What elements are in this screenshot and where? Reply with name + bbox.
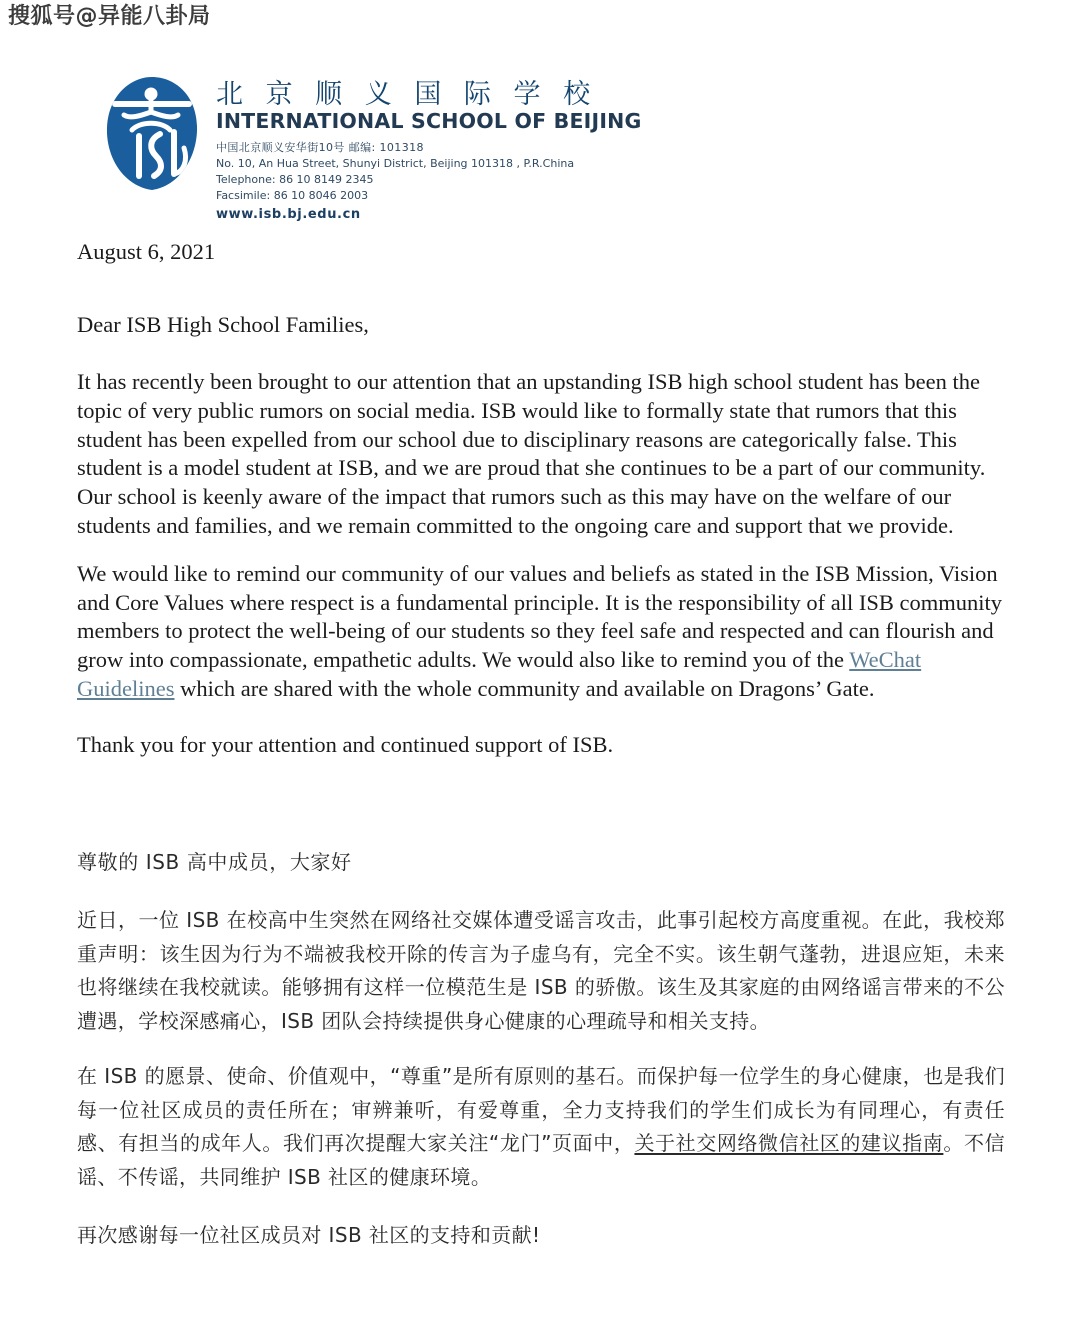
letterhead-text-block [216, 74, 642, 225]
chinese-paragraph-2-before-link: 在 ISB 的愿景、使命、价值观中，“尊重”是所有原则的基石。而保护每一位学生的身心健康，也是我们每一位社区成员的责任所在；审辨兼听，有爱尊重，全力支持我们的学生们成长为有同理心，有责任感、有担当的成年人。我们再次提醒大家关注“龙门”页面中， [77, 1064, 1005, 1155]
wechat-guidelines-link[interactable]: WeChat Guidelines [77, 647, 922, 701]
facsimile-line: Facsimile: 86 10 8046 2003 [216, 188, 369, 202]
website-line: www.isb.bj.edu.cn [216, 206, 361, 222]
letterhead [104, 74, 642, 225]
school-name-chinese: 北 京 顺 义 国 际 学 校 [216, 79, 598, 110]
chinese-letter-body [77, 848, 1005, 1250]
letter-paragraph-1: It has recently been brought to our attention that an upstanding ISB high school student has been the topic of very public rumors on social media. ISB would like to formally state that rumors that this student has been expelled from our school due to disciplinary reasons are categorically false. This student is a model student at ISB, and we are proud that she continues to be a part of our community. Our school is keenly aware of the impact that rumors such as this may have on the welfare of our students and families, and we remain committed to the ongoing care and support that we provide. [77, 369, 986, 538]
english-letter-body [77, 238, 1005, 760]
chinese-closing: 再次感谢每一位社区成员对 ISB 社区的支持和贡献! [77, 1223, 541, 1247]
address-english: No. 10, An Hua Street, Shunyi District, Beijing 101318 , P.R.China [216, 156, 575, 170]
letter-salutation: Dear ISB High School Families, [77, 312, 369, 337]
letter-closing: Thank you for your attention and continued support of ISB. [77, 731, 614, 757]
chinese-paragraph-2-after-link: 。不信谣、不传谣，共同维护 ISB 社区的健康环境。 [77, 1131, 1005, 1189]
paragraph-2-text-before-link: We would like to remind our community of our values and beliefs as stated in the ISB Mission, Vision and Core Values where respect is a fundamental principle. It is the responsibility of all ISB community members to protect the well-being of our students so they feel safe and respected and can flourish and grow into compassionate, empathetic adults. We would also like to remind you of the [77, 560, 1002, 673]
wechat-community-guidelines-link-cn[interactable]: 关于社交网络微信社区的建议指南 [634, 1131, 944, 1155]
address-chinese: 中国北京顺义安华街10号 邮编: 101318 [216, 140, 424, 154]
chinese-paragraph-1: 近日，一位 ISB 在校高中生突然在网络社交媒体遭受谣言攻击，此事引起校方高度重视。在此，我校郑重声明：该生因为行为不端被我校开除的传言为子虚乌有，完全不实。该生朝气蓬勃，进退应矩，未来也将继续在我校就读。能够拥有这样一位模范生是 ISB 的骄傲。该生及其家庭的由网络谣言带来的不公遭遇，学校深感痛心，ISB 团队会持续提供身心健康的心理疏导和相关支持。 [77, 908, 1005, 1033]
isb-circle-logo-icon [104, 74, 200, 194]
telephone-line: Telephone: 86 10 8149 2345 [216, 172, 374, 186]
chinese-paragraph-2 [77, 1060, 1005, 1194]
letter-paragraph-2 [77, 560, 1005, 704]
contact-block [216, 140, 642, 225]
letter-date: August 6, 2021 [77, 239, 216, 264]
watermark-text: 搜狐号@异能八卦局 [8, 4, 211, 29]
chinese-salutation: 尊敬的 ISB 高中成员，大家好 [77, 850, 352, 874]
paragraph-2-text-after-link: which are shared with the whole community and available on Dragons’ Gate. [174, 675, 875, 701]
school-name-english: INTERNATIONAL SCHOOL OF BEIJING [216, 109, 642, 134]
